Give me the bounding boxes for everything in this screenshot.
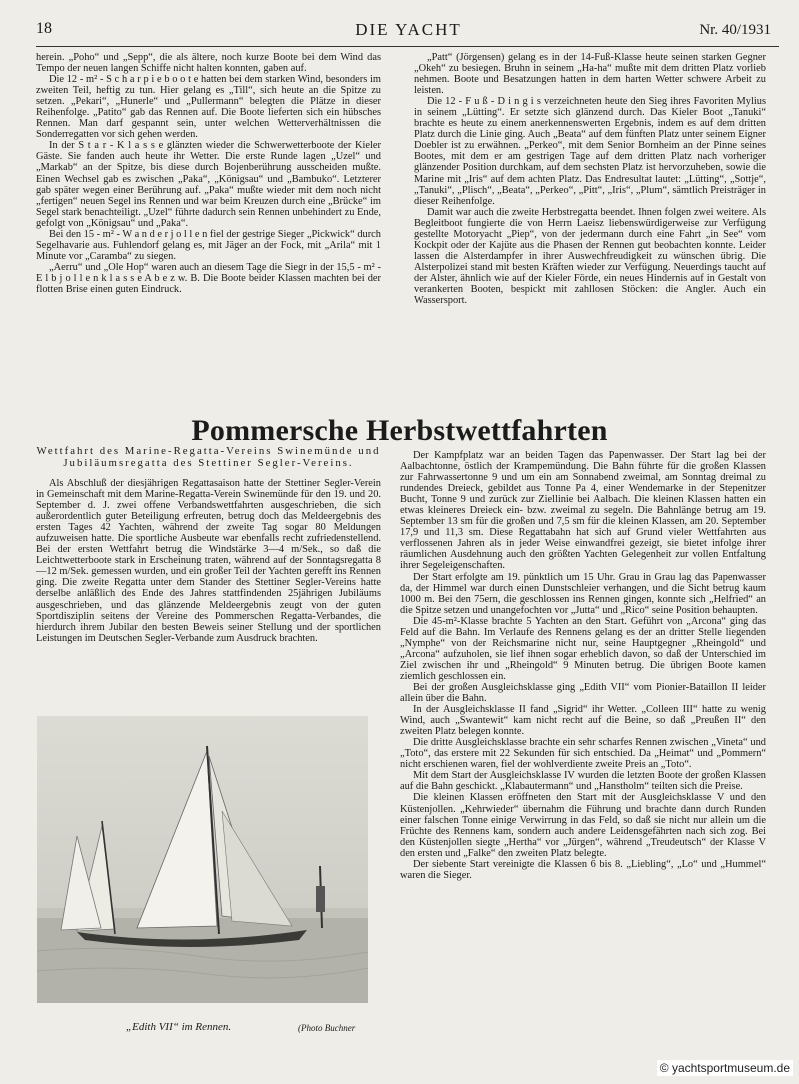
paragraph: In der S t a r - K l a s s e glänzten wieder die Schwerwetterboote der Kieler Gäste. Sie fanden auch heute ihr Wetter. Die erste Runde lagen „Uzel“ und „Markab“ an der Spitze, bis diese durch Bojenberührung ausscheiden mußte. Einen Wechsel gab es zwischen „Paka“, „Königsau“ und „Bambuko“. Letzterer gab später wegen einer Berührung auf. „Paka“ mußte wieder mit dem noch nicht „fertigen“ neuen Segel ins Rennen und war beim Kreuzen durch eine „Brücke“ im Segel stark benachteiligt. „Uzel“ führte dadurch sein Rennen unbehindert zu Ende, gefolgt von „Königsau“ und „Paka“.	[36, 140, 381, 229]
magazine-title: DIE YACHT	[355, 20, 462, 39]
page-header	[36, 20, 781, 46]
paragraph: Die 12 - m² - S c h a r p i e b o o t e hatten bei dem starken Wind, besonders im zweiten Teil, heftig zu tun. Hier gelang es „Till“, sich heute an die Spitze zu setzen. „Pekari“, „Hunerle“ und „Pullermann“ belegten die Plätze in dieser Reihenfolge. „Patito“ gab das Rennen auf. Die Boote lieferten sich ein hübsches Rennen. Man darf gespannt sein, unter welchen Wetterverhältnissen die Sonderregatten vor sich gehen werden.	[36, 74, 381, 141]
paragraph: Bei den 15 - m² - W a n d e r j o l l e n fiel der gestrige Sieger „Pickwick“ durch Segelhavarie aus. Fuhlendorf gelang es, mit Jäger an der Fock, mit „Arila“ mit 1 Minute vor „Caramba“ zu siegen.	[36, 228, 381, 262]
paragraph: Die 12 - F u ß - D i n g i s verzeichneten heute den Sieg ihres Favoriten Mylius in seinem „Lütting“. Er setzte sich glänzend durch. Das Kieler Boot „Tanuki“ brachte es heute zu einem anerkennenswerten Ergebnis, indem es auf dem dritten Platz durch die Linie ging. Auch „Beata“ auf dem fünften Platz unter seinem Eigner Doebler ist zu erwähnen. „Perkeo“, mit dem Senior Bornheim an der Pinne seines Bootes, mit dem er am gestrigen Tage auf dem dritten Platz nach vorheriger glänzender Position durchkam, auf dem sechsten Platz ist hervorzuheben, sowie die Marine mit „Iris“ auf dem achten Platz. Das Endresultat lautet: „Lütting“, „Sottje“, „Tanuki“, „Plisch“, „Beata“, „Perkeo“, „Pitt“, „Iris“, „Plum“, sämtlich Preisträger in dieser Reihenfolge.	[414, 96, 766, 207]
paragraph: Damit war auch die zweite Herbstregatta beendet. Ihnen folgen zwei weitere. Als Begleitboot fungierte die von Herrn Laeisz liebenswürdigerweise zur Verfügung gestellte Motoryacht „Piep“, von der jedermann durch eine Fahrt „in See“ vom Kockpit oder der Kajüte aus die Phasen der Rennen gut beobachten konnte. Leider lassen die Alsterdampfer in ihrer Auswechfreudigkeit zu wünschen übrig. Die Alsterpolizei stand mit besten Kräften wieder zur Verfügung. Neuerdings taucht auf der Alster, ähnlich wie auf der Kieler Förde, ein neues Hindernis auf in Gestalt von verankerten Booten, bespickt mit zahllosen Stöcken: die Angler. Auch ein Wassersport.	[414, 206, 766, 307]
paragraph: „Aerru“ und „Ole Hop“ waren auch an diesem Tage die Siegr in der 15,5 - m² - E l b j o l l e n k l a s s e A b e z w. B. Die Boote beider Klassen machten bei der flotten Brise einen guten Eindruck.	[36, 261, 381, 295]
paragraph: herein. „Poho“ und „Sepp“, die als ältere, noch kurze Boote bei dem Wind das Tempo der neuen langen Schiffe nicht halten konnten, gaben auf.	[36, 52, 381, 75]
paragraph: Mit dem Start der Ausgleichsklasse IV wurden die letzten Boote der großen Klassen auf die Bahn geschickt. „Klabautermann“ und „Hanstholm“ teilten sich die Preise.	[400, 770, 766, 793]
page-number: 18	[36, 20, 52, 37]
article-right-column	[400, 450, 766, 1040]
article-title: Pommersche Herbstwettfahrten	[191, 414, 608, 447]
paragraph: Die 45-m²-Klasse brachte 5 Yachten an den Start. Geführt von „Arcona“ ging das Feld auf die Bahn. Im Verlaufe des Rennens gelang es der an dritter Stelle liegenden „Nymphe“ von der Reichsmarine nicht nur, seine Hauptgegner „Rheingold“ und „Arcona“ aufzuholen, sie lief ihnen sogar erheblich davon, so daß der Unterschied im Ziel zwischen ihr und „Rheingold“ 9 Minuten betrug. Die übrigen Boote kamen ziemlich geschlossen ein.	[400, 615, 766, 682]
paragraph: Bei der großen Ausgleichsklasse ging „Edith VII“ vom Pionier-Bataillon II leider allein über die Bahn.	[400, 681, 766, 705]
header-rule	[36, 46, 779, 47]
top-right-column	[414, 52, 766, 382]
photo-credit: (Photo Buchner	[298, 1023, 356, 1033]
yacht-photo	[37, 716, 368, 1003]
paragraph: Der Kampfplatz war an beiden Tagen das Papenwasser. Der Start lag bei der Aalbachtonne, östlich der Krampemündung. Die Bahn führte für die großen Klassen zur Fahrwassertonne 9 und um ein am Sonnabend zweimal, am Sonntag dreimal zu rundendes Dreieck, gebildet aus Tonne Pa 4, einer Wendemarke in der Stepenitzer Bucht, Tonne 9 und zurück zur Ziellinie bei Aalbach. Die kleinen Klassen hatten ein etwas kleineres Dreieck ein- bzw. zweimal zu segeln. Die Bahnlänge betrug am 19. September 13 sm für die großen und 7,5 sm für die kleinen Klassen, am 20. September 17,9 und 11,3 sm. Diese Regattabahn hat sich auf Grund vieler Wettfahrten aus verflossenen Jahren als in jeder Weise einwandfrei gezeigt, sie bietet infolge ihrer räumlichen Ausdehnung auch den größten Yachten Gelegenheit zur vollen Entfaltung ihrer Segeleigenschaften.	[400, 450, 766, 572]
paragraph: Der Start erfolgte am 19. pünktlich um 15 Uhr. Grau in Grau lag das Papenwasser da, der Himmel war durch einen Dunstschleier verhangen, und die Sicht betrug kaum 1000 m. Bei den 75ern, die geschlossen ins Rennen gingen, konnte sich „Helfried“ an die Spitze setzen und unangefochten vor „Jutta“ und „Rico“ seine Position behaupten.	[400, 571, 766, 616]
article-subtitle: Wettfahrt des Marine-Regatta-Vereins Swinemünde und Jubiläumsregatta des Stettiner Segler-Vereins.	[36, 445, 381, 469]
paragraph: „Patt“ (Jörgensen) gelang es in der 14-Fuß-Klasse heute seinen starken Gegner „Okeh“ zu besiegen. Bruhn in seinem „Ha-ha“ mußte mit dem dritten Platz vorlieb nehmen. Boote und Besatzungen hatten in dem harten Wetter schwere Arbeit zu leisten.	[414, 52, 766, 97]
paragraph: Die kleinen Klassen eröffneten den Start mit der Ausgleichsklasse V und den Küstenjollen. „Kehrwieder“ übernahm die Führung und brachte dann durch Runden einer falschen Tonne einige Verwirrung in das Feld, so daß sie nicht nur allein um die Früchte des Rennens kam, sondern auch andere Leidensgefährten nach sich zog. Bei den Küstenjollen siegte „Hertha“ vor „Jürgen“, während „Treudeutsch“ der Klasse V den ersten und „Falke“ den zweiten Platz belegte.	[400, 792, 766, 859]
paragraph: Die dritte Ausgleichsklasse brachte ein sehr scharfes Rennen zwischen „Vineta“ und „Toto“, das erstere mit 22 Sekunden für sich entschied. Da „Heimat“ und „Pommern“ nicht erschienen waren, fiel der wohlverdiente zweite Preis an „Toto“.	[400, 737, 766, 771]
photo-caption: „Edith VII“ im Rennen.	[126, 1021, 232, 1033]
paragraph: In der Ausgleichsklasse II fand „Sigrid“ ihr Wetter. „Colleen III“ hatte zu wenig Wind, auch „Swantewit“ kam nicht recht auf die Beine, so daß „Preußen II“ den zweiten Platz belegen konnte.	[400, 704, 766, 738]
paragraph: Als Abschluß der diesjährigen Regattasaison hatte der Stettiner Segler-Verein in Gemeinschaft mit dem Marine-Regatta-Verein Swinemünde für den 19. und 20. September d. J. zwei offene Verbandswettfahrten ausgeschrieben, die sich außerordentlich guter Beteiligung erfreuten, betrug doch das Meldeergebnis des ersten Tages 42 Yachten, während der zweite Tag sogar 80 Meldungen aufzuweisen hatte. Die sportliche Ausbeute war ebenfalls recht zufriedenstellend. Bei der ersten Wettfahrt betrug die Windstärke 3—4 m/Sek., so daß die Leichtwetterboote stark in Erscheinung traten, während auf der Sonntagsregatta 8—12 m/Sek. gemessen wurden, und ein großer Teil der Yachten gerefft ins Rennen ging. Die zweite Regatta unter dem Stander des Stettiner Segler-Vereins hatte derselbe anläßlich des Ende des Jahres stattfindenden 25jährigen Jubiläums ausgeschrieben, und das glänzende Meldeergebnis zeugt von der guten Sportdisziplin seitens der Vereine des Pommerschen Regatta-Verbandes, die hierdurch ihrem Jubilar den besten Beweis seiner Stellung und der sportlichen Leistungen im Deutschen Segler-Verbande zum Ausdruck brachten.	[36, 478, 381, 644]
watermark[interactable]: © yachtsportmuseum.de	[657, 1060, 793, 1076]
top-left-column	[36, 52, 381, 372]
article-left-column	[36, 478, 381, 698]
sailing-yacht-illustration	[37, 716, 368, 1003]
issue-number: Nr. 40/1931	[699, 22, 771, 38]
paragraph: Der siebente Start vereinigte die Klassen 6 bis 8. „Liebling“, „Lo“ und „Hummel“ waren die Sieger.	[400, 858, 766, 881]
